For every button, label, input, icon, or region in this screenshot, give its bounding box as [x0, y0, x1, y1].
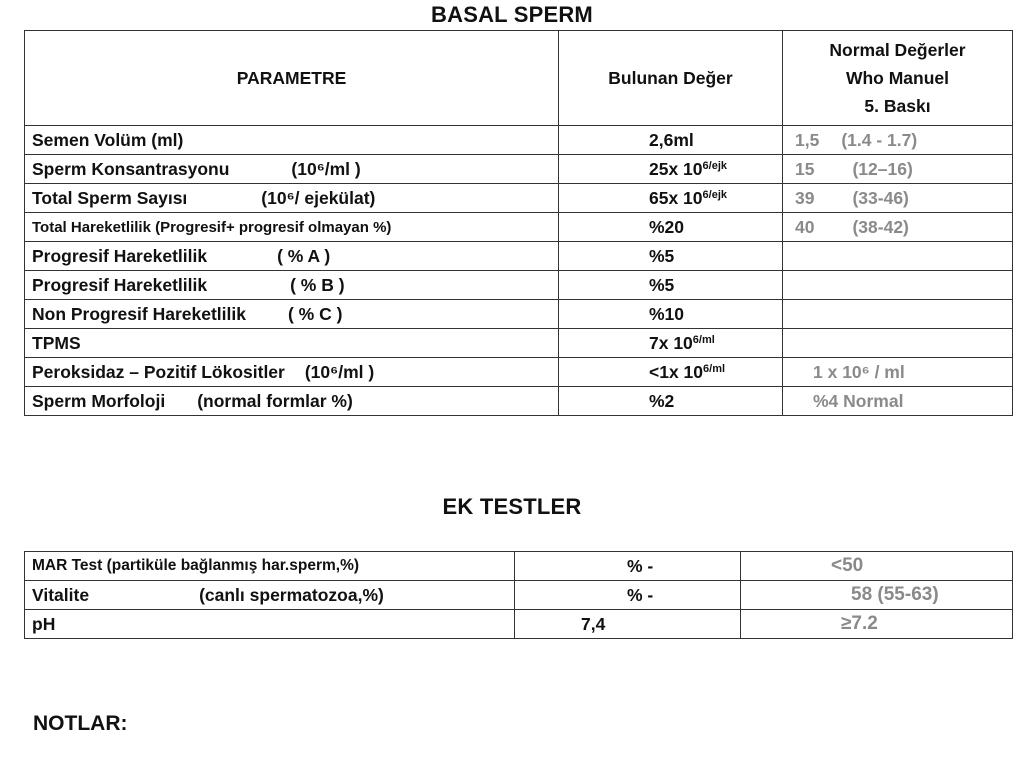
normal-cell — [783, 242, 1013, 271]
value-cell: %10 — [559, 300, 783, 329]
normal-cell: ≥7.2 — [741, 610, 1013, 639]
value-cell: 2,6ml — [559, 126, 783, 155]
param-cell: Semen Volüm (ml) — [25, 126, 559, 155]
param-cell: Vitalite (canlı spermatozoa,%) — [25, 581, 515, 610]
table-row — [25, 242, 1013, 271]
table-header-row — [25, 31, 1013, 126]
table-row — [25, 610, 1013, 639]
header-normal-line1: Normal Değerler — [829, 40, 966, 60]
normal-cell: 40 (38-42) — [783, 213, 1013, 242]
param-cell: TPMS — [25, 329, 559, 358]
normal-cell: %4 Normal — [783, 387, 1013, 416]
header-normal-line3: 5. Baskı — [864, 96, 931, 116]
param-cell: Sperm Konsantrasyonu (10⁶/ml ) — [25, 155, 559, 184]
param-cell: Progresif Hareketlilik ( % A ) — [25, 242, 559, 271]
header-parameter: PARAMETRE — [25, 31, 559, 126]
normal-cell: 39 (33-46) — [783, 184, 1013, 213]
value-cell: % - — [515, 581, 741, 610]
param-cell: Total Sperm Sayısı (10⁶/ ejekülat) — [25, 184, 559, 213]
ek-testler-title: EK TESTLER — [442, 494, 582, 519]
table-row — [25, 271, 1013, 300]
header-normal-line2: Who Manuel — [845, 68, 950, 88]
table-row — [25, 300, 1013, 329]
table-row — [25, 184, 1013, 213]
value-cell: % - — [515, 552, 741, 581]
normal-cell — [783, 271, 1013, 300]
table-row — [25, 387, 1013, 416]
value-cell: <1x $10^{6/ml}$ — [559, 358, 783, 387]
param-cell: pH — [25, 610, 515, 639]
normal-cell: 1 x 10⁶ / ml — [783, 358, 1013, 387]
param-cell: Peroksidaz – Pozitif Lökositler (10⁶/ml ) — [25, 358, 559, 387]
value-cell: 7,4 — [515, 610, 741, 639]
header-normal-values — [783, 31, 1013, 126]
normal-cell — [783, 300, 1013, 329]
header-found-value: Bulunan Değer — [559, 31, 783, 126]
basal-sperm-table — [24, 30, 1013, 416]
table-row — [25, 552, 1013, 581]
table-row — [25, 581, 1013, 610]
notes-title: NOTLAR: — [33, 712, 128, 735]
value-cell: 7x $10^{6/ml}$ — [559, 329, 783, 358]
table-row — [25, 358, 1013, 387]
value-cell: %5 — [559, 271, 783, 300]
normal-cell: 1,5 (1.4 - 1.7) — [783, 126, 1013, 155]
normal-cell: 15 (12–16) — [783, 155, 1013, 184]
ek-testler-table — [24, 551, 1013, 639]
param-cell: Sperm Morfoloji (normal formlar %) — [25, 387, 559, 416]
param-cell: Non Progresif Hareketlilik ( % C ) — [25, 300, 559, 329]
normal-cell: <50 — [741, 552, 1013, 581]
normal-cell: 58 (55-63) — [741, 581, 1013, 610]
basal-sperm-title: BASAL SPERM — [431, 2, 593, 27]
table-row — [25, 213, 1013, 242]
param-cell: MAR Test (partiküle bağlanmış har.sperm,%) — [25, 552, 515, 581]
param-cell: Progresif Hareketlilik ( % B ) — [25, 271, 559, 300]
value-cell: 25x $10^{6/ejk}$ — [559, 155, 783, 184]
value-cell: %20 — [559, 213, 783, 242]
param-cell: Total Hareketlilik (Progresif+ progresif olmayan %) — [25, 213, 559, 242]
value-cell: %5 — [559, 242, 783, 271]
value-cell: %2 — [559, 387, 783, 416]
table-row — [25, 329, 1013, 358]
value-cell: 65x $10^{6/ejk}$ — [559, 184, 783, 213]
table-row — [25, 126, 1013, 155]
table-row — [25, 155, 1013, 184]
normal-cell — [783, 329, 1013, 358]
